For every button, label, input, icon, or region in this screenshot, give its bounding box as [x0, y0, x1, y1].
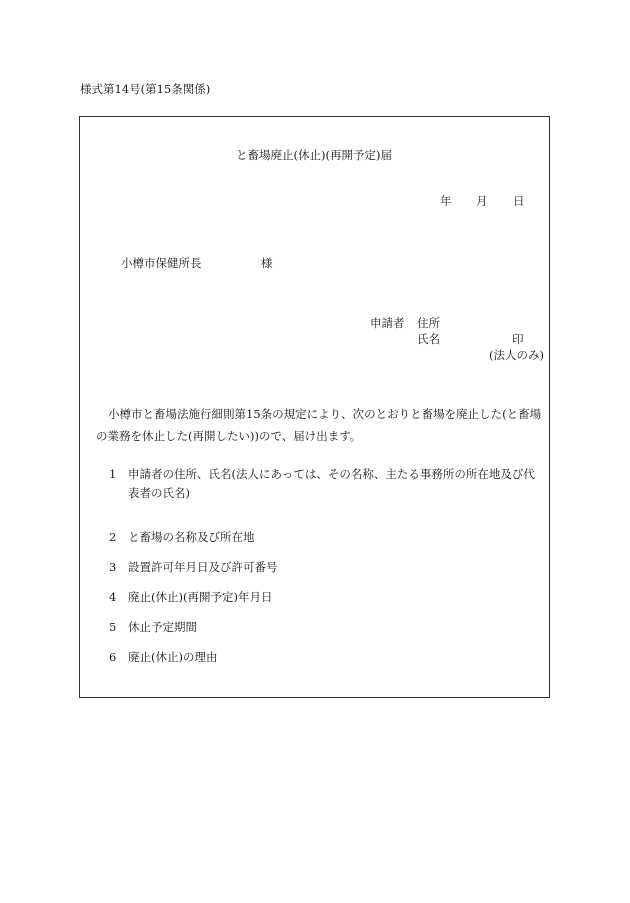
date-year-label: 年: [440, 194, 452, 208]
list-item: [109, 619, 197, 635]
list-item: [109, 529, 255, 545]
item-number: 3: [109, 560, 117, 574]
item-text: と畜場の名称及び所在地: [128, 530, 255, 544]
list-item: [109, 559, 278, 575]
item-text: 廃止(休止)の理由: [128, 650, 218, 664]
date-day-label: 日: [513, 194, 525, 208]
list-item: [109, 589, 272, 605]
item-number: 1: [109, 467, 117, 481]
item-number: 4: [109, 590, 117, 604]
body-paragraph: 小樽市と畜場法施行細則第15条の規定により、次のとおりと畜場を廃止した(と畜場の業務を休止した(再開したい))ので、届け出ます。: [96, 407, 542, 443]
item-number: 6: [109, 650, 117, 664]
item-number: 5: [109, 620, 117, 634]
document-title: と畜場廃止(休止)(再開予定)届: [236, 148, 392, 162]
seal-note: (法人のみ): [489, 348, 544, 362]
seal-label: 印: [512, 332, 524, 346]
item-text: 休止予定期間: [128, 620, 197, 634]
name-label: 氏名: [417, 332, 440, 346]
form-box: [79, 116, 550, 698]
date-month-label: 月: [476, 194, 488, 208]
item-text: 設置許可年月日及び許可番号: [128, 560, 278, 574]
item-text: 申請者の住所、氏名(法人にあっては、その名称、主たる事務所の所在地及び代: [128, 467, 535, 481]
item-text: 廃止(休止)(再開予定)年月日: [128, 590, 273, 604]
item-text-continuation: 表者の氏名): [128, 486, 190, 500]
item-number: 2: [109, 530, 117, 544]
recipient-name: 小樽市保健所長: [121, 256, 202, 270]
form-number: 様式第14号(第15条関係): [80, 82, 211, 96]
address-label: 住所: [417, 316, 440, 330]
applicant-label: 申請者: [370, 316, 405, 330]
list-item: [109, 463, 535, 485]
list-item: [109, 649, 217, 665]
recipient-honorific: 様: [261, 256, 273, 270]
